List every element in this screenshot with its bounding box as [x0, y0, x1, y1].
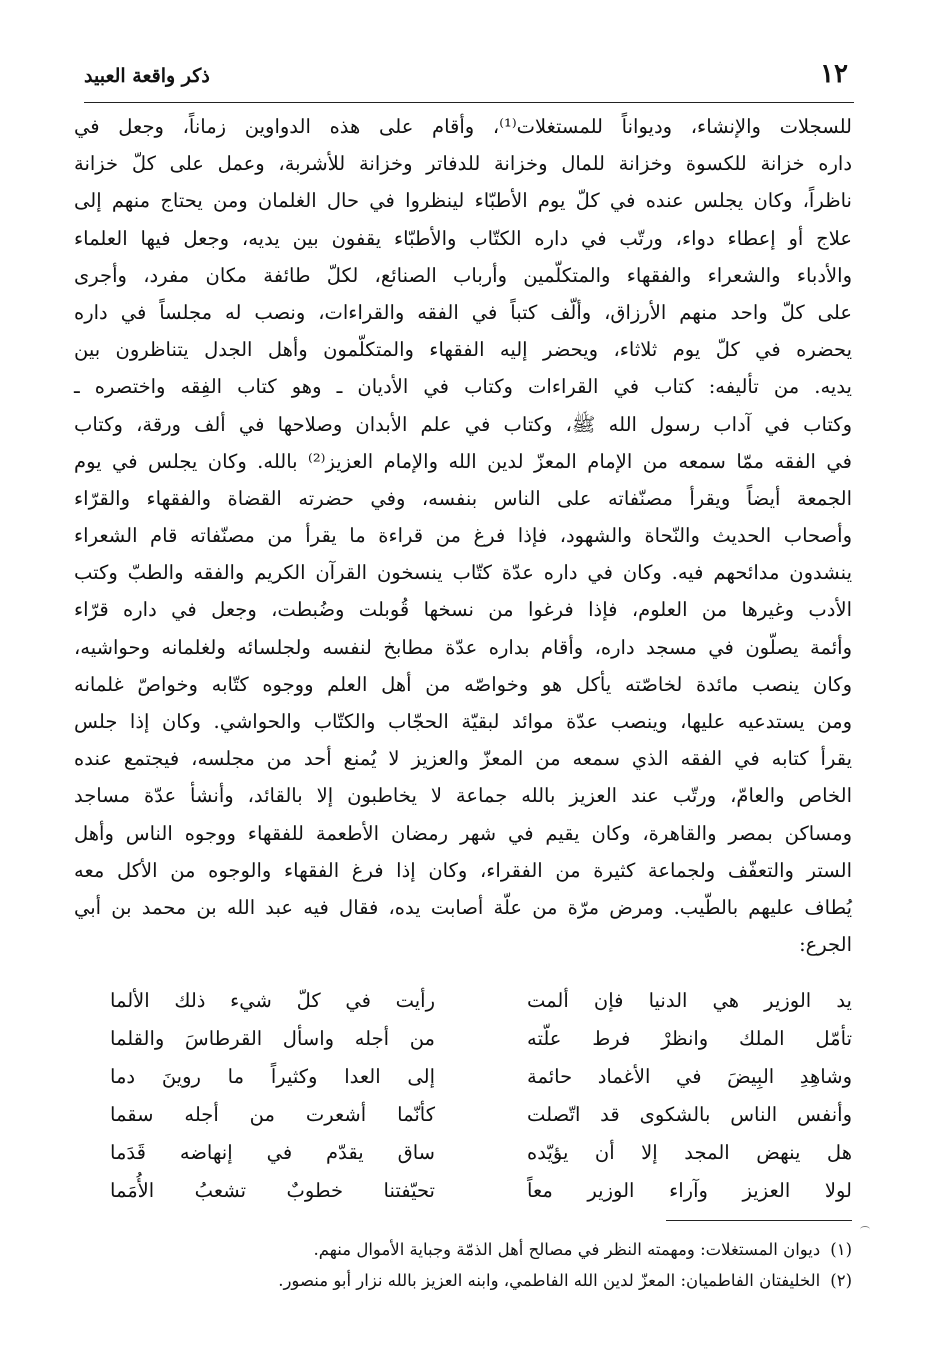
verse-first-hemistich: هل ينهض المجد إلا أن يؤيّده [527, 1141, 852, 1164]
verse-first-hemistich: وأنفس الناس بالشكوى قد اتّصلت [527, 1103, 852, 1126]
text-line: ومن يستدعيه عليها، وينصب عدّة موائد لبقيّة الحجّاب والكتّاب والحواشي. وكان إذا جلس [74, 710, 852, 733]
poem-verse [110, 1172, 852, 1210]
verse-second-hemistich: تحيّفتنا خطوبٌ تشعبُ الأُمَما [110, 1179, 435, 1202]
text-line: للسجلات والإنشاء، وديواناً للمستغلات⁽¹⁾، وأقام على هذه الدواوين زماناً، وجعل في [74, 115, 852, 138]
text-line: وكان ينصب مائدة لخاصّته يأكل هو وخواصّه من أهل العلم ووجوه كتّابه وخواصّ غلمانه [74, 672, 852, 696]
verse-second-hemistich: كأنّما أشعرت من أجله سقما [110, 1103, 435, 1126]
poem-verse [110, 982, 852, 1020]
poem [110, 982, 852, 1210]
text-line: والأدباء والشعراء والفقهاء والمتكلّمين وأرباب الصنائع، لكلّ طائفة مكان مفرد، وأجرى [74, 263, 852, 287]
text-line: يحضره في كلّ يوم ثلاثاء، ويحضر إليه الفقهاء والمتكلّمون وأهل الجدل يتناظرون بين [74, 338, 852, 362]
text-line: في الفقه ممّا سمعه من الإمام المعزّ لدين الله والإمام العزيز⁽²⁾ بالله. وكان يجلس في يوم [74, 449, 852, 473]
header-rule [84, 102, 854, 103]
verse-second-hemistich: من أجله واسأل القرطاسَ والقلما [110, 1027, 435, 1050]
verse-first-hemistich: لولا العزيز وآراء الوزير معاً [527, 1179, 852, 1202]
footnote-marker: (١) [830, 1240, 852, 1259]
poem-verse [110, 1020, 852, 1058]
poem-verse [110, 1058, 852, 1096]
verse-second-hemistich: إلى العدا وكثيراً ما روينَ دما [110, 1065, 435, 1088]
footnote-text: ديوان المستغلات: ومهمته النظر في مصالح أهل الذمّة وجباية الأموال منهم. [313, 1240, 821, 1259]
footnotes [100, 1234, 852, 1296]
text-line: وكتاب في آداب رسول الله ﷺ، وكتاب في علم الأبدان وصلاحها في ألف ورقة، وكتاب [74, 412, 852, 436]
text-line: وأئمة يصلّون في مسجد داره، وأقام بداره عدّة مطابخ لنفسه ولجلسائه ولغلمانه وحواشيه، [74, 635, 852, 659]
verse-first-hemistich: وشاهِدِ البِيضَ في الأغماد حائمة [527, 1065, 852, 1088]
verse-first-hemistich: تأمّل الملك وانظرْ فرط علّته [527, 1027, 852, 1050]
footnote-rule [666, 1220, 852, 1221]
text-line: ناظراً، وكان يجلس عنده في كلّ يوم الأطبّاء لينظروا في حال الغلمان ومن يحتاج منهم إلى [74, 189, 852, 213]
footnote [100, 1234, 852, 1265]
footnote-text: الخليفتان الفاطميان: المعزّ لدين الله الفاطمي، وابنه العزيز بالله نزار أبو منصور. [278, 1271, 821, 1290]
text-line: علاج أو إعطاء دواء، ورتّب في داره الكتّاب والأطبّاء يقفون بين يديه، وجعل فيها العلماء [74, 226, 852, 250]
poem-verse [110, 1134, 852, 1172]
text-line: الأدب وغيرها من العلوم، فإذا فرغوا من نسخها قُوبلت وضُبطت، وجعل في داره قرّاء [74, 598, 852, 622]
text-line: ومساكن بمصر والقاهرة، وكان يقيم في شهر رمضان الأطعمة للفقهاء ووجوه الناس وأهل [74, 821, 852, 845]
verse-second-hemistich: ساق يقدّم في إنهاضه قَدَما [110, 1141, 435, 1164]
body-text [74, 108, 852, 963]
poem-verse [110, 1096, 852, 1134]
text-line: ينشدون مدائحهم فيه. وكان في داره عدّة كتّاب ينسخون القرآن الكريم والفقه والطبّ وكتب [74, 561, 852, 585]
text-line: يقرأ كتابه في الفقه الذي سمعه من المعزّ والعزيز لا يُمنع أحد من مجلسه، فيجتمع عنده [74, 747, 852, 771]
text-line: داره خزانة للكسوة وخزانة للمال وخزانة للدفاتر وخزانة للأشربة، وعمل على كلّ خزانة [74, 152, 852, 176]
text-line: وأصحاب الحديث والنّحاة والشهود، فإذا فرغ من قراءة ما يقرأ من مصنّفاته قام الشعراء [74, 524, 852, 548]
text-line: يُطاف عليهم بالطّيب. ومرض مرّة من علّة أصابت يده، فقال فيه عبد الله بن محمد بن أبي [74, 895, 852, 919]
text-line: على كلّ واحد منهم الأرزاق، وألّف كتباً في الفقه والقراءات، ونصب له مجلساً في داره [74, 300, 852, 324]
text-line: يديه. من تأليفه: كتاب في القراءات وكتاب في الأديان ـ وهو كتاب الفِقه واختصره ـ [74, 375, 852, 399]
page-fold-mark-icon [860, 1226, 870, 1233]
verse-first-hemistich: يد الوزير هي الدنيا فإن ألمت [527, 989, 852, 1012]
footnote [100, 1265, 852, 1296]
footnote-marker: (٢) [830, 1271, 852, 1290]
text-line: الجمعة أيضاً ويقرأ مصنّفاته على الناس بنفسه، وفي حضرته القضاة والفقهاء والقرّاء [74, 486, 852, 510]
running-head [84, 54, 854, 94]
text-line: الجرع: [799, 933, 852, 957]
text-line: الخاص والعامّ، ورتّب عند العزيز بالله جماعة لا يخاطبون إلا بالقائد، وأنشأ عدّة مساجد [74, 784, 852, 808]
running-title: ذكر واقعة العبيد [84, 65, 210, 87]
verse-second-hemistich: رأيت في كلّ شيء ذلك الألما [110, 989, 435, 1012]
text-line: الستر والتعفّف ولجماعة كثيرة من الفقراء، وكان إذا فرغ الفقهاء والوجوه من الأكل معه [74, 858, 852, 882]
page-number: ١٢ [820, 59, 848, 89]
